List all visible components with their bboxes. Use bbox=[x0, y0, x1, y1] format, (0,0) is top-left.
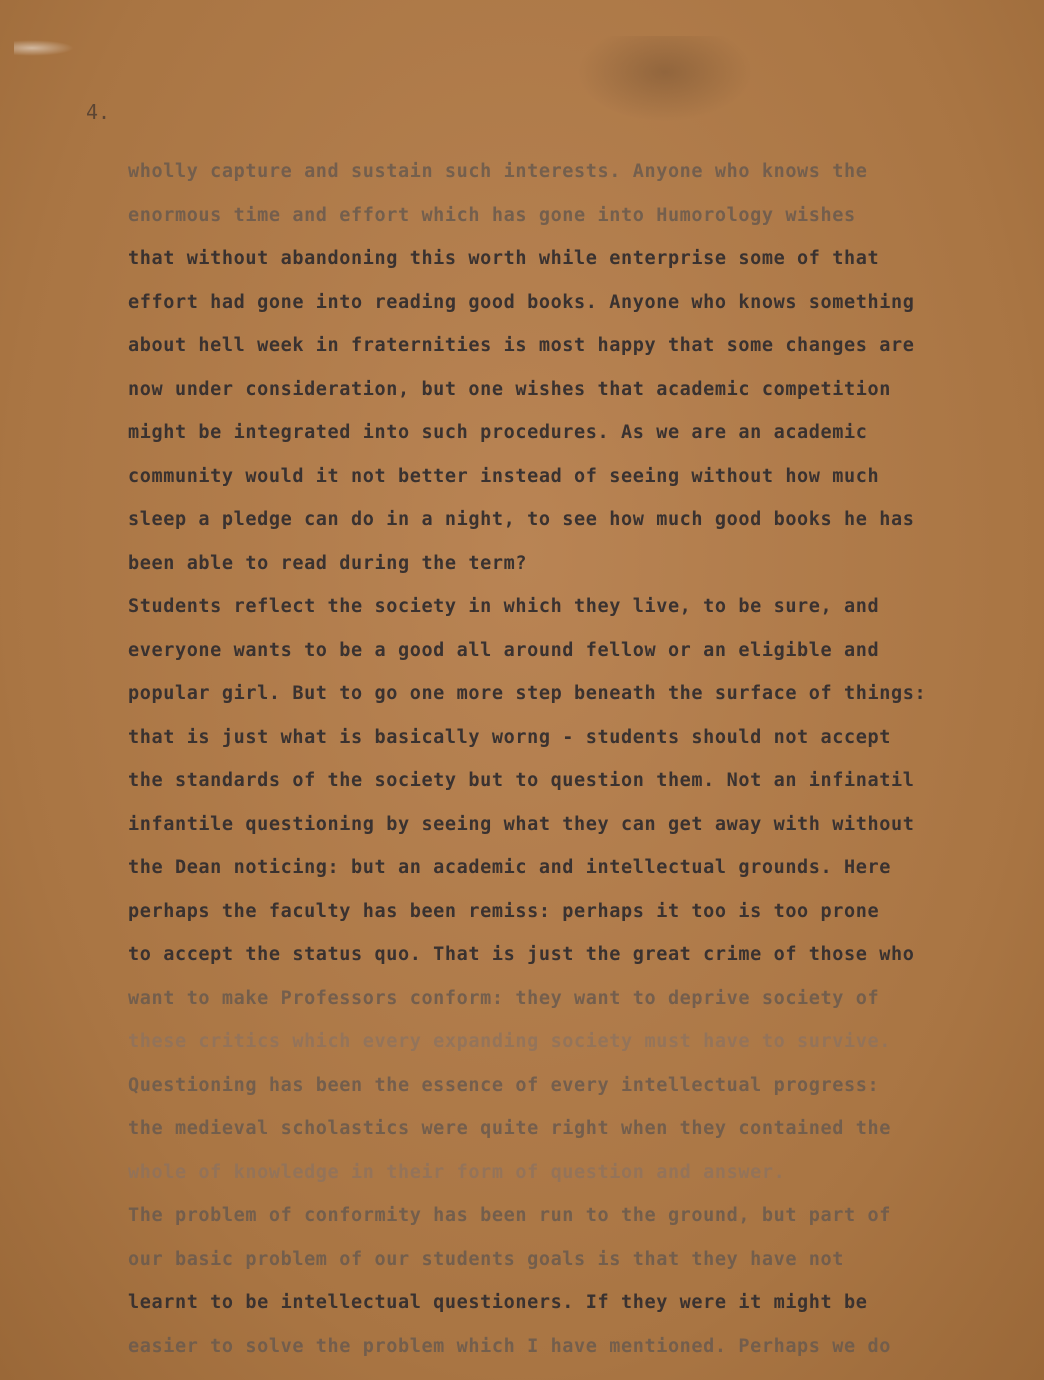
text-line: might be integrated into such procedures. As we are an academic bbox=[128, 422, 868, 443]
text-line: our basic problem of our students goals is that they have not bbox=[128, 1248, 845, 1270]
ink-smudge bbox=[570, 36, 760, 126]
text-line: popular girl. But to go one more step beneath the surface of things: bbox=[128, 683, 927, 704]
text-line: these critics which every expanding society must have to survive. bbox=[128, 1031, 891, 1052]
text-line: wholly capture and sustain such interests. Anyone who knows the bbox=[128, 161, 868, 182]
text-line: infantile questioning by seeing what they can get away with without bbox=[128, 813, 915, 835]
text-line: to accept the status quo. That is just the great crime of those who bbox=[128, 944, 915, 965]
text-line: easier to solve the problem which I have mentioned. Perhaps we do bbox=[128, 1335, 891, 1357]
text-line: that is just what is basically worng - students should not accept bbox=[128, 726, 891, 748]
text-line: The problem of conformity has been run to the ground, but part of bbox=[128, 1205, 891, 1226]
text-line: learnt to be intellectual questioners. If they were it might be bbox=[128, 1292, 868, 1313]
text-line: Questioning has been the essence of every intellectual progress: bbox=[128, 1074, 880, 1096]
text-line: community would it not better instead of seeing without how much bbox=[128, 465, 880, 487]
text-line: everyone wants to be a good all around fellow or an eligible and bbox=[128, 639, 880, 661]
text-line: enormous time and effort which has gone into Humorology wishes bbox=[128, 204, 856, 226]
text-line: that without abandoning this worth while enterprise some of that bbox=[128, 248, 880, 269]
text-line: now under consideration, but one wishes that academic competition bbox=[128, 378, 891, 400]
typed-body-text bbox=[128, 150, 1008, 1368]
page-number: 4. bbox=[86, 100, 111, 124]
text-line: effort had gone into reading good books. Anyone who knows something bbox=[128, 291, 915, 313]
text-line: Students reflect the society in which they live, to be sure, and bbox=[128, 596, 880, 617]
text-line: sleep a pledge can do in a night, to see how much good books he has bbox=[128, 509, 915, 530]
text-line: perhaps the faculty has been remiss: perhaps it too is too prone bbox=[128, 900, 880, 922]
text-line: the medieval scholastics were quite right when they contained the bbox=[128, 1118, 891, 1139]
text-line: the standards of the society but to question them. Not an infinatil bbox=[128, 770, 915, 791]
text-line: the Dean noticing: but an academic and intellectual grounds. Here bbox=[128, 857, 891, 878]
text-line: about hell week in fraternities is most happy that some changes are bbox=[128, 335, 915, 356]
paper-speck bbox=[14, 40, 74, 56]
text-line: want to make Professors conform: they want to deprive society of bbox=[128, 987, 880, 1009]
text-line: whole of knowledge in their form of question and answer. bbox=[128, 1161, 786, 1183]
text-line: been able to read during the term? bbox=[128, 552, 528, 574]
